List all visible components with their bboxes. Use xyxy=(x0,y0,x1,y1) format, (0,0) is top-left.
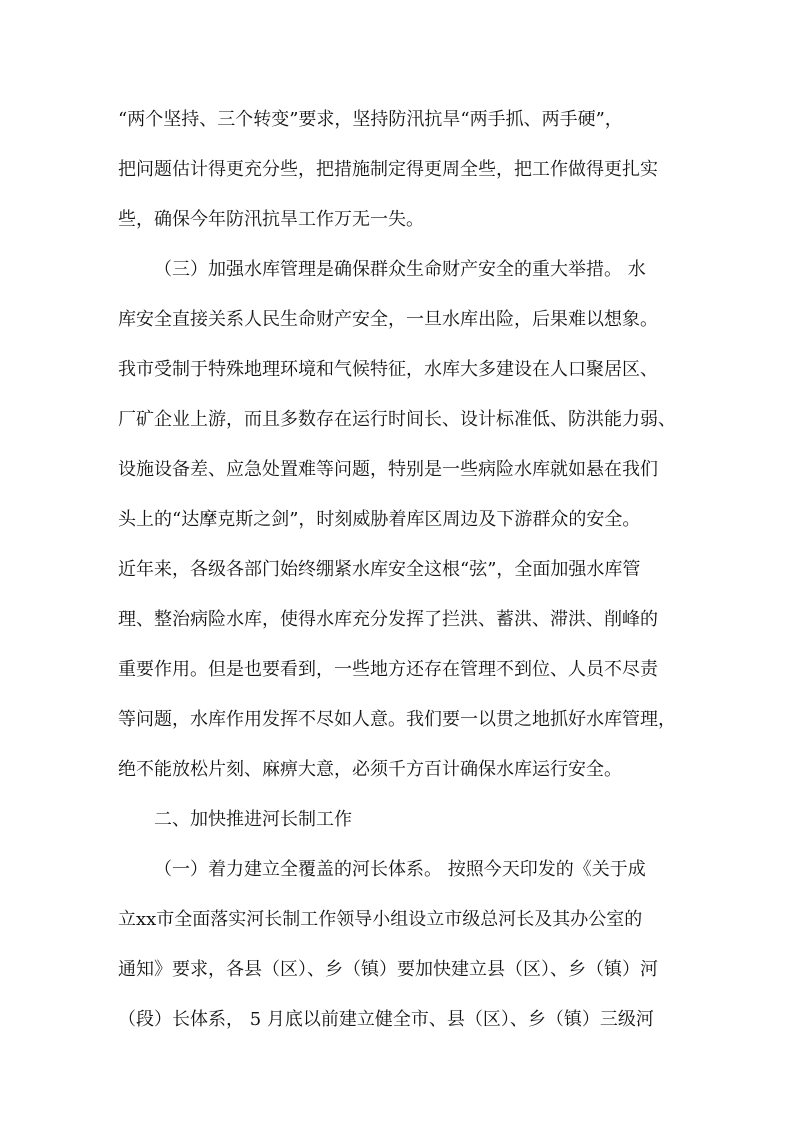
body-line: 头上的“达摩克斯之剑”，时刻威胁着库区周边及下游群众的安全。 xyxy=(118,509,641,530)
body-line: 理、整治病险水库，使得水库充分发挥了拦洪、蓄洪、滞洪、削峰的 xyxy=(118,609,658,630)
body-line: （段）长体系， 5 月底以前建立健全市、县（区）、乡（镇）三级河 xyxy=(118,1009,654,1030)
body-line: 厂矿企业上游，而且多数存在运行时间长、设计标准低、防洪能力弱、 xyxy=(118,409,676,430)
body-line: 重要作用。但是也要看到，一些地方还存在管理不到位、人员不尽责 xyxy=(118,659,658,680)
body-line: 通知》要求，各县（区）、乡（镇）要加快建立县（区）、乡（镇）河 xyxy=(118,959,658,980)
body-line: 立xx市全面落实河长制工作领导小组设立市级总河长及其办公室的 xyxy=(118,909,643,930)
body-line: 我市受制于特殊地理环境和气候特征，水库大多建设在人口聚居区、 xyxy=(118,359,658,380)
body-line: 设施设备差、应急处置难等问题，特别是一些病险水库就如悬在我们 xyxy=(118,459,658,480)
body-line: 库安全直接关系人民生命财产安全，一旦水库出险，后果难以想象。 xyxy=(118,309,658,330)
chapter-heading: 二、加快推进河长制工作 xyxy=(154,809,352,830)
body-line: 近年来，各级各部门始终绷紧水库安全这根“弦”，全面加强水库管 xyxy=(118,559,641,580)
body-line: “两个坚持、三个转变”要求，坚持防汛抗旱“两手抓、两手硬”， xyxy=(118,109,623,130)
body-line: 等问题，水库作用发挥不尽如人意。我们要一以贯之地抓好水库管理， xyxy=(118,709,676,730)
body-line: 绝不能放松片刻、麻痹大意，必须千方百计确保水库运行安全。 xyxy=(118,759,622,780)
body-line: 把问题估计得更充分些，把措施制定得更周全些，把工作做得更扎实 xyxy=(118,159,658,180)
body-line: 些，确保今年防汛抗旱工作万无一失。 xyxy=(118,209,424,230)
section-heading: （三）加强水库管理是确保群众生命财产安全的重大举措。 水 xyxy=(154,259,646,280)
section-heading: （一）着力建立全覆盖的河长体系。 按照今天印发的《关于成 xyxy=(154,859,646,880)
